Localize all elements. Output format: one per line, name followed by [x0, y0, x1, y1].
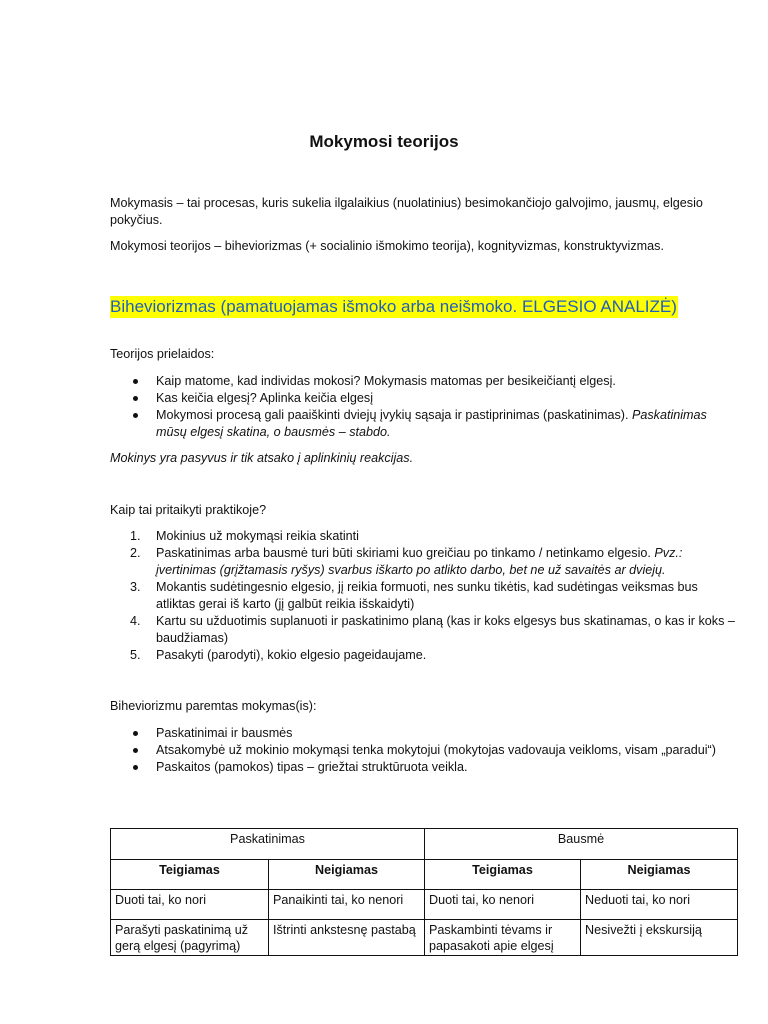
table-group-header: Bausmė	[425, 829, 738, 860]
table-cell: Nesivežti į ekskursiją	[581, 920, 738, 956]
list-item: 2. Paskatinimas arba bausmė turi būti skiriami kuo greičiau po tinkamo / netinkamo elgesio. Pvz.: įvertinimas (grįžtamasis ryšys) svarbus iškarto po atlikto darbo, bet ne už savaitės ar dviejų.	[130, 546, 683, 577]
table-row	[111, 860, 738, 890]
intro-theories: Mokymosi teorijos – biheviorizmas (+ socialinio išmokimo teorija), kognityvizmas, konstruktyvizmas.	[110, 239, 664, 253]
list-item: Kaip matome, kad individas mokosi? Mokymasis matomas per besikeičiantį elgesį.	[110, 373, 738, 390]
section-heading	[110, 295, 678, 319]
table-sub-header: Teigiamas	[111, 860, 269, 890]
document-title: Mokymosi teorijos	[309, 132, 459, 152]
table-cell: Neduoti tai, ko nori	[581, 890, 738, 920]
section-heading-text: Biheviorizmas (pamatuojamas išmoko arba neišmoko. ELGESIO ANALIZĖ)	[110, 297, 677, 316]
list-item: 1. Mokinius už mokymąsi reikia skatinti	[130, 529, 359, 543]
bullet-icon	[133, 379, 138, 384]
premises-list	[110, 373, 738, 441]
table-row	[111, 890, 738, 920]
list-item: Paskatinimai ir bausmės	[110, 725, 738, 742]
table-cell: Panaikinti tai, ko nenori	[269, 890, 425, 920]
list-item: Mokymosi procesą gali paaiškinti dviejų įvykių sąsaja ir pastiprinimas (paskatinimas). Paskatinimas mūsų elgesį skatina, o bausmės – stabdo.	[110, 407, 738, 441]
list-item: Atsakomybė už mokinio mokymąsi tenka mokytojui (mokytojas vadovauja veikloms, visam „paradui“)	[110, 742, 738, 759]
practice-list	[110, 528, 738, 664]
table-cell: Parašyti paskatinimą už gerą elgesį (pagyrimą)	[111, 920, 269, 956]
table-sub-header: Neigiamas	[581, 860, 738, 890]
bullet-icon	[133, 396, 138, 401]
table-cell: Duoti tai, ko nori	[111, 890, 269, 920]
table-sub-header: Neigiamas	[269, 860, 425, 890]
based-list	[110, 725, 738, 776]
bullet-icon	[133, 413, 138, 418]
list-item: 3. Mokantis sudėtingesnio elgesio, jį reikia formuoti, nes sunku tikėtis, kad sudėtingas veiksmas bus atliktas gerai iš karto (jį galbūt reikia išskaidyti)	[130, 580, 698, 611]
list-item: 5. Pasakyti (parodyti), kokio elgesio pageidaujame.	[130, 648, 427, 662]
table-row	[111, 829, 738, 860]
table-sub-header: Teigiamas	[425, 860, 581, 890]
intro-definition: Mokymasis – tai procesas, kuris sukelia ilgalaikius (nuolatinius) besimokančiojo galvojimo, jausmų, elgesio pokyčius.	[110, 196, 703, 227]
list-item: 4. Kartu su užduotimis suplanuoti ir paskatinimo planą (kas ir koks elgesys bus skatinamas, o kas ir koks – baudžiamas)	[130, 614, 735, 645]
premises-label: Teorijos prielaidos:	[110, 347, 215, 361]
bullet-icon	[133, 765, 138, 770]
table-cell: Ištrinti ankstesnę pastabą	[269, 920, 425, 956]
table-group-header: Paskatinimas	[111, 829, 425, 860]
passive-note: Mokinys yra pasyvus ir tik atsako į aplinkinių reakcijas.	[110, 451, 414, 465]
list-item: Paskaitos (pamokos) tipas – griežtai struktūruota veikla.	[110, 759, 738, 776]
table-cell: Paskambinti tėvams ir papasakoti apie elgesį	[425, 920, 581, 956]
reward-punishment-table	[110, 828, 738, 956]
bullet-icon	[133, 731, 138, 736]
table-cell: Duoti tai, ko nenori	[425, 890, 581, 920]
practice-label: Kaip tai pritaikyti praktikoje?	[110, 503, 267, 517]
list-item: Kas keičia elgesį? Aplinka keičia elgesį	[110, 390, 738, 407]
bullet-icon	[133, 748, 138, 753]
table-row	[111, 920, 738, 956]
based-label: Biheviorizmu paremtas mokymas(is):	[110, 699, 317, 713]
